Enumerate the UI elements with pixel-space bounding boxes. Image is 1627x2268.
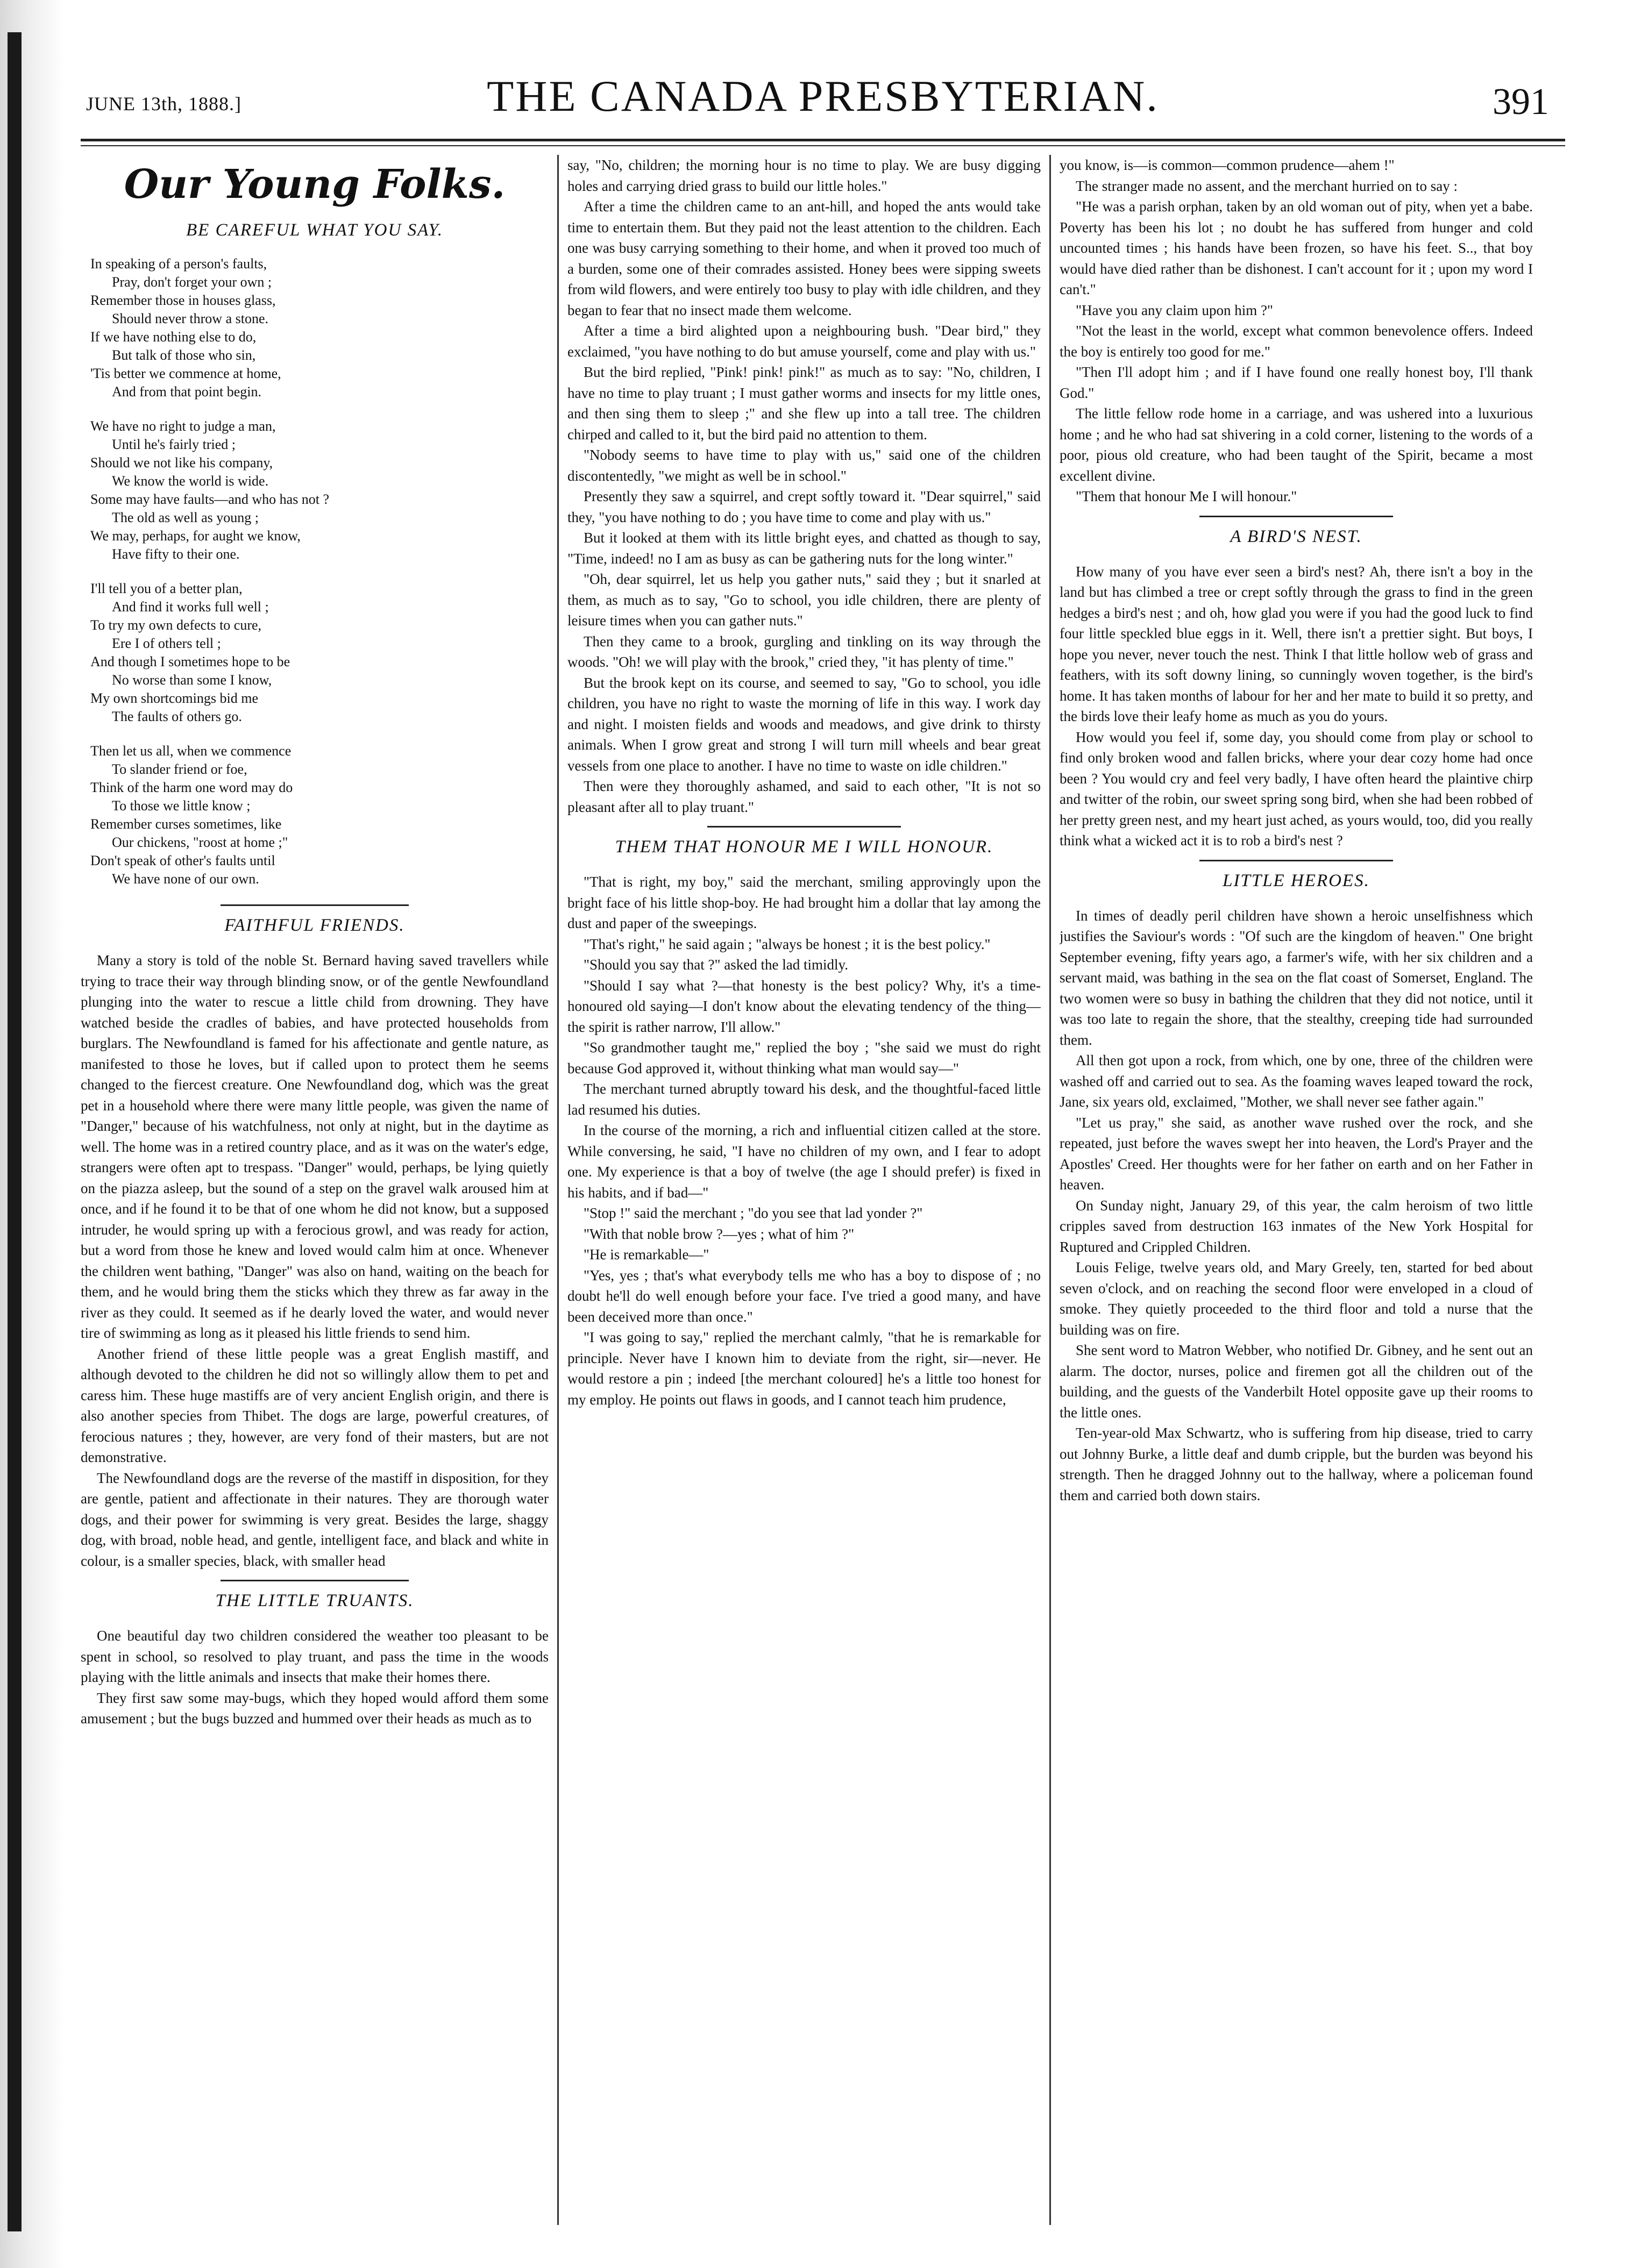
issue-date: JUNE 13th, 1888.] <box>86 93 241 115</box>
paragraph: "Let us pray," she said, as another wave rushed over the rock, and she repeated, just before the waves swept her into heaven, the Lord's Prayer and the Apostles' Creed. Her thoughts were for her father on earth and on her Father in heaven. <box>1060 1114 1533 1193</box>
article-title-birds-nest: A BIRD'S NEST. <box>1230 526 1362 546</box>
article-little-truants-part2 <box>567 155 1041 817</box>
poem-stanza <box>90 580 549 726</box>
poem-line: We have no right to judge a man, <box>90 418 276 434</box>
section-separator <box>707 826 901 828</box>
poem-line: Pray, don't forget your own ; <box>112 274 272 290</box>
article-title-little-heroes: LITTLE HEROES. <box>1223 871 1370 890</box>
poem-line: If we have nothing else to do, <box>90 329 257 345</box>
paragraph: The Newfoundland dogs are the reverse of the mastiff in disposition, for they are gentle, patient and affectionate in their natures. They are thorough water dogs, and their power for swimming is very great. Besides the large, shaggy dog, with broad, noble head, and gentle, intelligent face, and black and white in colour, is a smaller species, black, with smaller head <box>81 1470 549 1569</box>
paragraph: "I was going to say," replied the merchant calmly, "that he is remarkable for principle. Never have I known him to deviate from the right, sir—never. He would restore a pin ; indeed [the merchant coloured] he's a little too honest for my employ. He points out flaws in goods, and I cannot teach him prudence, <box>567 1329 1041 1408</box>
poem-line: Then let us all, when we commence <box>90 743 292 759</box>
article-title-faithful-friends: FAITHFUL FRIENDS. <box>224 916 405 935</box>
paragraph: After a time a bird alighted upon a neighbouring bush. "Dear bird," they exclaimed, "you have nothing to do but amuse yourself, come and play with us." <box>567 323 1041 360</box>
paragraph: Another friend of these little people was a great English mastiff, and although devoted to the children he did not so willingly allow them to pet and caress him. These huge mastiffs are of very ancient English origin, and there is also another species from Thibet. The dogs are large, powerful creatures, of ferocious natures ; they, however, are very fond of their masters, but are not demonstrative. <box>81 1345 549 1465</box>
masthead-rule-thick <box>81 139 1565 141</box>
newspaper-title: THE CANADA PRESBYTERIAN. <box>487 72 1159 120</box>
poem-line: The faults of others go. <box>112 709 242 724</box>
poem-line: Our chickens, "roost at home ;" <box>112 835 288 850</box>
paragraph: In times of deadly peril children have shown a heroic unselfishness which justifies the Saviour's words : "Of such are the kingdom of heaven." One bright September evening, fifty years ago, a farmer's wife, with her six children and a servant maid, was bathing in the sea on the flat coast of Somerset, England. The two women were so busy in bathing the children that they did not notice, until it was too late to regain the shore, that the stealthy, creeping tide had surrounded them. <box>1060 907 1533 1048</box>
paragraph: They first saw some may-bugs, which they hoped would afford them some amusement ; but the bugs buzzed and hummed over their heads as much as to <box>81 1689 549 1727</box>
paragraph: say, "No, children; the morning hour is no time to play. We are busy digging holes and carrying dried grass to build our little holes." <box>567 157 1041 194</box>
poem-line: Have fifty to their one. <box>112 546 240 562</box>
poem-line: Don't speak of other's faults until <box>90 853 275 868</box>
paragraph: "Then I'll adopt him ; and if I have found one really honest boy, I'll thank God." <box>1060 364 1533 401</box>
paragraph: "That's right," he said again ; "always be honest ; it is the best policy." <box>584 936 991 952</box>
poem-line: But talk of those who sin, <box>112 347 256 363</box>
paragraph: "He is remarkable—" <box>584 1246 709 1263</box>
poem-line: We may, perhaps, for aught we know, <box>90 528 301 544</box>
section-title: Our Young Folks. <box>124 161 506 208</box>
paragraph: "That is right, my boy," said the merchant, smiling approvingly upon the bright face of his little shop-boy. He had brought him a dollar that lay among the dust and paper of the sweepings. <box>567 874 1041 931</box>
poem-line: Think of the harm one word may do <box>90 780 293 795</box>
paragraph: you know, is—is common—common prudence—ahem !" <box>1060 157 1395 173</box>
paragraph: "Yes, yes ; that's what everybody tells me who has a boy to dispose of ; no doubt he'll do well enough before your face. I've tried a good many, and have been deceived more than once." <box>567 1267 1041 1325</box>
paragraph: "Should you say that ?" asked the lad timidly. <box>584 957 848 973</box>
poem-line: To those we little know ; <box>112 798 251 814</box>
paragraph: Then were they thoroughly ashamed, and said to each other, "It is not so pleasant after all to play truant." <box>567 778 1041 815</box>
paragraph: Many a story is told of the noble St. Bernard having saved travellers while trying to trace their way through blinding snow, or of the gentle Newfoundland plunging into the water to rescue a little child from drowning. They have watched beside the cradles of babies, and have protected households from burglars. The Newfoundland is famed for his affectionate and gentle nature, as manifested to those he loves, but if called upon to protect them he seems changed to the fiercest creature. One Newfoundland dog, which was the great pet in a household where there were many little people, was given the name of "Danger," because of his watchfulness, not only at night, but in the daytime as well. The home was in a retired country place, and as it was on the water's edge, strangers were often apt to trespass. "Danger" would, perhaps, be lying quietly on the piazza asleep, but the sound of a step on the gravel walk aroused him at once, and if he found it to be that of one whom he did not know, but a supposed intruder, he would spring up with a ferocious growl, and was ready for action, but a word from those he knew and loved would calm him at once. Whenever the children went bathing, "Danger" was also on hand, waiting on the beach for them, and he would bring them the sticks which they threw as far away in the river as they could. It seemed as if he dearly loved the water, and would never tire of swimming as long as it pleased his little friends to send him. <box>81 952 549 1341</box>
column-rule <box>1049 155 1051 2225</box>
poem-title: BE CAREFUL WHAT YOU SAY. <box>186 220 443 240</box>
poem-line: I'll tell you of a better plan, <box>90 581 243 596</box>
paragraph: All then got upon a rock, from which, one by one, three of the children were washed off and carried out to sea. As the foaming waves leaped toward the rock, Jane, six years old, exclaimed, "Mother, we shall never see father again." <box>1060 1052 1533 1110</box>
poem-line: Should never throw a stone. <box>112 311 269 326</box>
paragraph: After a time the children came to an ant-hill, and hoped the ants would take time to entertain them. But they paid not the least attention to the children. Each one was busy carrying something to their home, and when it proved too much of a burden, some one of their comrades assisted. Honey bees were sipping sweets from wild flowers, and were entirely too busy to play with idle children, and they began to fear that no insect made them welcome. <box>567 198 1041 318</box>
page-number: 391 <box>1493 81 1549 123</box>
poem-line: Ere I of others tell ; <box>112 636 221 651</box>
poem-stanza <box>90 417 549 564</box>
section-separator <box>221 1580 409 1581</box>
masthead-rule-thin <box>81 145 1565 146</box>
section-separator <box>1199 860 1393 861</box>
paragraph: Presently they saw a squirrel, and crept softly toward it. "Dear squirrel," said they, "you have nothing to do ; you have time to come and play with us." <box>567 488 1041 525</box>
poem-line: Some may have faults—and who has not ? <box>90 491 330 507</box>
poem-line: My own shortcomings bid me <box>90 690 258 706</box>
paragraph: One beautiful day two children considered the weather too pleasant to be spent in school, so resolved to play truant, and pass the time in the woods playing with the little animals and insects that make their homes there. <box>81 1628 549 1685</box>
article-birds-nest <box>1060 561 1533 851</box>
poem-line: And though I sometimes hope to be <box>90 654 290 669</box>
paragraph: But the brook kept on its course, and seemed to say, "Go to school, you idle children, you have no right to waste the morning of life in this way. I work day and night. I moisten fields and woods and meadows, and give drink to thirsty animals. When I grow great and strong I will turn mill wheels and bear great vessels from one place to another. I have no time to waste on idle children." <box>567 674 1041 774</box>
paragraph: "So grandmother taught me," replied the boy ; "she said we must do right because God approved it, without thinking what man would say—" <box>567 1039 1041 1076</box>
poem-line: Should we not like his company, <box>90 455 273 470</box>
poem-line: We know the world is wide. <box>112 473 269 489</box>
poem-line: To slander friend or foe, <box>112 761 247 777</box>
poem-stanza <box>90 255 549 401</box>
poem-line: Remember those in houses glass, <box>90 293 276 308</box>
section-separator <box>221 904 409 906</box>
poem-line: Until he's fairly tried ; <box>112 437 236 452</box>
poem-line: No worse than some I know, <box>112 672 272 688</box>
paragraph: "Nobody seems to have time to play with us," said one of the children discontentedly, "we might as well be in school." <box>567 447 1041 484</box>
column-rule <box>557 155 559 2225</box>
paragraph: How would you feel if, some day, you should come from play or school to find only broken wood and fallen bricks, where your dear cozy home had once been ? You would cry and feel very badly, I have often heard the plaintive chirp and twitter of the robin, our sweet spring song bird, when she had been robbed of her pretty green nest, and my heart just ached, as yours would, too, did you really think what a wicked act it is to rob a bird's nest ? <box>1060 729 1533 848</box>
article-title-honour: THEM THAT HONOUR ME I WILL HONOUR. <box>615 837 993 857</box>
paragraph: Ten-year-old Max Schwartz, who is suffering from hip disease, tried to carry out Johnny Burke, a little deaf and dumb cripple, but the burden was beyond his strength. Then he dragged Johnny out to the hallway, where a policeman found them and carried both down stairs. <box>1060 1425 1533 1503</box>
column-3 <box>1060 155 1533 2225</box>
paragraph: "Them that honour Me I will honour." <box>1076 488 1297 504</box>
paragraph: How many of you have ever seen a bird's nest? Ah, there isn't a boy in the land but has climbed a tree or crept softly through the grass to find in the green hedges a bird's nest ; and oh, how glad you were if you had the good luck to find four little speckled blue eggs in it. Well, there isn't a prettier sight. But boys, I hope you never, never touch the nest. Think I that little hollow web of grass and feathers, with its soft downy lining, so cunningly woven together, is the bird's home. It has taken months of labour for her and her mate to build it so pretty, and the birds love their leafy home as much as you do yours. <box>1060 563 1533 724</box>
newspaper-page <box>81 32 1565 2237</box>
poem-stanza <box>90 742 549 888</box>
paragraph: She sent word to Matron Webber, who notified Dr. Gibney, and he sent out an alarm. The doctor, nurses, police and firemen got all the children out of the building, and the guests of the Vanderbilt Hotel opposite gave up their rooms to the little ones. <box>1060 1342 1533 1421</box>
article-faithful-friends <box>81 950 549 1571</box>
section-separator <box>1199 516 1393 517</box>
column-1 <box>81 155 549 2225</box>
poem <box>90 255 549 888</box>
article-honour-part1 <box>567 872 1041 1410</box>
poem-line: We have none of our own. <box>112 871 259 887</box>
paragraph: Then they came to a brook, gurgling and tinkling on its way through the woods. "Oh! we will play with the brook," cried they, "it has plenty of time." <box>567 633 1041 670</box>
article-honour-part2 <box>1060 155 1533 507</box>
paragraph: "Not the least in the world, except what common benevolence offers. Indeed the boy is entirely too good for me." <box>1060 323 1533 360</box>
paragraph: "He was a parish orphan, taken by an old woman out of pity, when yet a babe. Poverty has been his lot ; no doubt he has suffered from hunger and cold uncounted times ; his hands have been frozen, so have his feet. S.., that boy would have died rather than be dishonest. I can't account for it ; upon my word I can't." <box>1060 198 1533 297</box>
poem-line: Remember curses sometimes, like <box>90 816 282 832</box>
paragraph: "Stop !" said the merchant ; "do you see that lad yonder ?" <box>584 1205 923 1221</box>
poem-line: The old as well as young ; <box>112 510 259 525</box>
paragraph: The merchant turned abruptly toward his desk, and the thoughtful-faced little lad resumed his duties. <box>567 1081 1041 1118</box>
poem-line: And from that point begin. <box>112 384 262 400</box>
paragraph: But it looked at them with its little bright eyes, and chatted as though to say, "Time, indeed! no I am as busy as can be gathering nuts for the long winter." <box>567 530 1041 567</box>
poem-line: 'Tis better we commence at home, <box>90 366 281 381</box>
paragraph: "Oh, dear squirrel, let us help you gather nuts," said they ; but it snarled at them, as much as to say, "Go to school, you idle children, there are plenty of leisure times when you can gather nuts." <box>567 571 1041 629</box>
article-title-little-truants: THE LITTLE TRUANTS. <box>215 1591 414 1610</box>
paragraph: Louis Felige, twelve years old, and Mary Greely, ten, started for bed about seven o'clock, and on reaching the second floor were enveloped in a cloud of smoke. They quietly proceeded to the third floor and told a nurse that the building was on fire. <box>1060 1259 1533 1338</box>
article-little-truants-part1 <box>81 1625 549 1729</box>
paragraph: "Should I say what ?—that honesty is the best policy? Why, it's a time-honoured old saying—I don't know about the elevating tendency of the thing—the spirit is rather narrow, I'll allow." <box>567 977 1041 1035</box>
masthead <box>81 59 1565 124</box>
paragraph: The stranger made no assent, and the merchant hurried on to say : <box>1076 177 1458 194</box>
poem-line: In speaking of a person's faults, <box>90 256 267 272</box>
paragraph: In the course of the morning, a rich and influential citizen called at the store. While conversing, he said, "I have no children of my own, and I fear to adopt one. My experience is that a boy of twelve (the age I should prefer) is fixed in his habits, and if bad—" <box>567 1122 1041 1201</box>
poem-line: And find it works full well ; <box>112 599 269 615</box>
poem-line: To try my own defects to cure, <box>90 617 262 633</box>
page-binding-edge <box>0 0 65 2268</box>
paragraph: On Sunday night, January 29, of this year, the calm heroism of two little cripples saved from destruction 163 inmates of the New York Hospital for Ruptured and Crippled Children. <box>1060 1197 1533 1255</box>
paragraph: The little fellow rode home in a carriage, and was ushered into a luxurious home ; and he who had sat shivering in a cold corner, listening to the words of a poor, pious old creature, who had been taught of the Spirit, became a most excellent divine. <box>1060 405 1533 484</box>
column-2 <box>567 155 1041 2225</box>
article-little-heroes <box>1060 905 1533 1506</box>
paragraph: "Have you any claim upon him ?" <box>1076 302 1273 318</box>
paragraph: But the bird replied, "Pink! pink! pink!" as much as to say: "No, children, I have no time to play truant ; I must gather worms and insects for my little ones, and then sing them to sleep ;" and she flew up into a tall tree. The children chirped and called to it, but the bird paid no attention to them. <box>567 364 1041 443</box>
paragraph: "With that noble brow ?—yes ; what of him ?" <box>584 1225 855 1242</box>
